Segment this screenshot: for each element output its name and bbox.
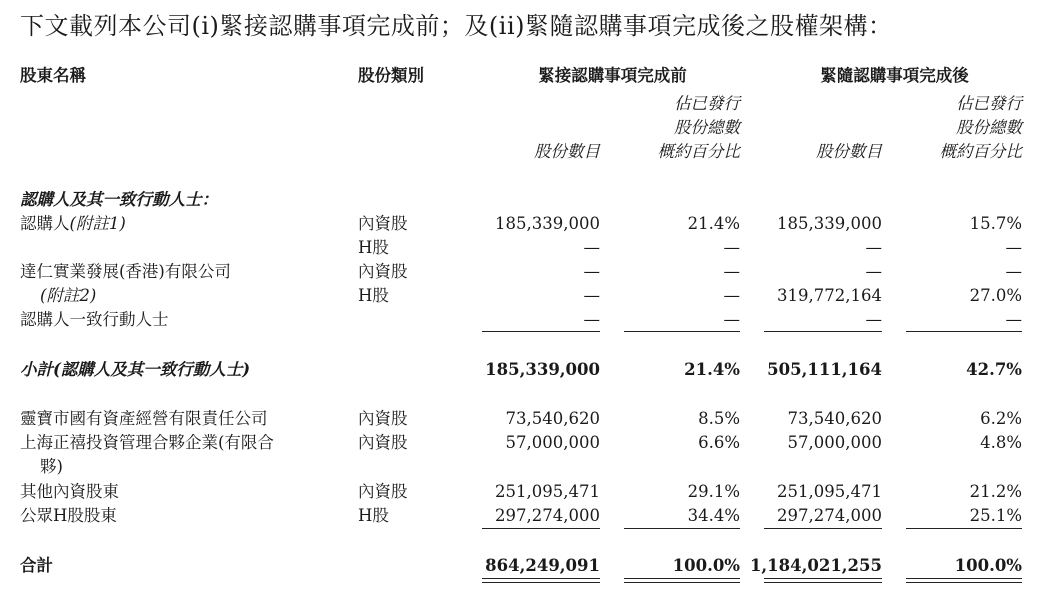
table-row-after-pct: 4.8% [980,433,1022,452]
table-row-after-pct: — [1005,310,1022,329]
table-row-before-shares: 73,540,620 [505,409,600,428]
divider-line [482,528,600,529]
table-row-after-shares: 319,772,164 [777,286,882,305]
subtotal-label: 小計(認購人及其一致行動人士) [20,360,251,379]
table-row-after-shares: 297,274,000 [777,506,882,525]
divider-line [764,331,882,332]
table-row-name: 公眾H股股東 [20,506,117,525]
note-label: (附註2) [40,286,97,305]
table-row-class: 內資股 [358,262,408,281]
table-row-before-shares: 185,339,000 [495,214,600,233]
double-underline [764,582,882,583]
divider-line [906,528,1022,529]
double-underline [624,582,740,583]
total-after-shares: 1,184,021,255 [749,556,882,575]
table-row-after-pct: 27.0% [969,286,1022,305]
subtotal-after-pct: 42.7% [966,360,1022,379]
total-before-shares: 864,249,091 [485,556,600,575]
table-row-before-shares: — [583,310,600,329]
table-row-name-cont: 夥) [40,457,63,476]
table-row-before-pct: 8.5% [698,409,740,428]
table-row-after-shares: — [865,310,882,329]
table-row-after-shares: — [865,238,882,257]
header-after-pct-line1: 佔已發行 [956,94,1022,113]
subtotal-before-shares: 185,339,000 [485,360,600,379]
double-underline [906,578,1022,579]
table-row-before-shares: — [583,286,600,305]
table-row-after-shares: 73,540,620 [787,409,882,428]
table-row-after-pct: 25.1% [969,506,1022,525]
table-row-class: H股 [358,286,389,305]
header-before: 緊接認購事項完成前 [538,66,687,85]
header-before-pct-line1: 佔已發行 [674,94,740,113]
table-row-before-pct: 6.6% [698,433,740,452]
note-label: (附註1) [69,214,126,233]
divider-line [906,331,1022,332]
section-title: 認購人及其一致行動人士： [20,190,218,209]
double-underline [764,578,882,579]
total-before-pct: 100.0% [672,556,740,575]
table-row-after-pct: 21.2% [969,482,1022,501]
intro-text: 下文載列本公司(i)緊接認購事項完成前；及(ii)緊隨認購事項完成後之股權架構： [20,12,893,40]
header-after-pct-line2: 股份總數 [956,118,1022,137]
double-underline [482,578,600,579]
table-row-after-shares: 185,339,000 [777,214,882,233]
table-row-before-pct: — [723,238,740,257]
table-row-class: H股 [358,238,389,257]
table-row-before-pct: — [723,310,740,329]
table-row-before-shares: — [583,238,600,257]
table-row-before-pct: 21.4% [687,214,740,233]
table-row-after-pct: 6.2% [980,409,1022,428]
table-row-before-pct: — [723,262,740,281]
table-row-before-shares: — [583,262,600,281]
table-row-class: 內資股 [358,433,408,452]
table-row-before-pct: — [723,286,740,305]
header-before-shares: 股份數目 [534,142,600,161]
subtotal-after-shares: 505,111,164 [767,360,882,379]
table-row-after-shares: 251,095,471 [777,482,882,501]
header-before-pct-line3: 概約百分比 [657,142,740,161]
table-row-class: H股 [358,506,389,525]
table-row-before-pct: 29.1% [687,482,740,501]
table-row-after-pct: 15.7% [969,214,1022,233]
table-row-name: 認購人一致行動人士 [20,310,169,329]
header-after: 緊隨認購事項完成後 [820,66,969,85]
table-row-class: 內資股 [358,214,408,233]
subtotal-before-pct: 21.4% [684,360,740,379]
divider-line [482,331,600,332]
table-row-name: 認購人(附註1) [20,214,126,233]
header-shareholder-name: 股東名稱 [20,66,86,85]
table-row-before-shares: 251,095,471 [495,482,600,501]
table-row-name: 上海正禧投資管理合夥企業(有限合 [20,433,274,452]
table-row-after-shares: — [865,262,882,281]
table-row-name: 靈寶市國有資產經營有限責任公司 [20,409,268,428]
header-share-class: 股份類別 [358,66,424,85]
table-row-before-pct: 34.4% [687,506,740,525]
table-row-before-shares: 57,000,000 [505,433,600,452]
total-label: 合計 [20,556,53,575]
header-before-pct-line2: 股份總數 [674,118,740,137]
table-row-before-shares: 297,274,000 [495,506,600,525]
header-after-pct-line3: 概約百分比 [939,142,1022,161]
table-row-name: 其他內資股東 [20,482,119,501]
double-underline [906,582,1022,583]
total-after-pct: 100.0% [954,556,1022,575]
table-row-class: 內資股 [358,482,408,501]
divider-line [624,331,740,332]
double-underline [482,582,600,583]
header-after-shares: 股份數目 [816,142,882,161]
table-row-after-pct: — [1005,238,1022,257]
double-underline [624,578,740,579]
table-row-class: 內資股 [358,409,408,428]
divider-line [624,528,740,529]
table-row-after-pct: — [1005,262,1022,281]
divider-line [764,528,882,529]
table-row-name: 達仁實業發展(香港)有限公司 [20,262,231,281]
table-row-after-shares: 57,000,000 [787,433,882,452]
